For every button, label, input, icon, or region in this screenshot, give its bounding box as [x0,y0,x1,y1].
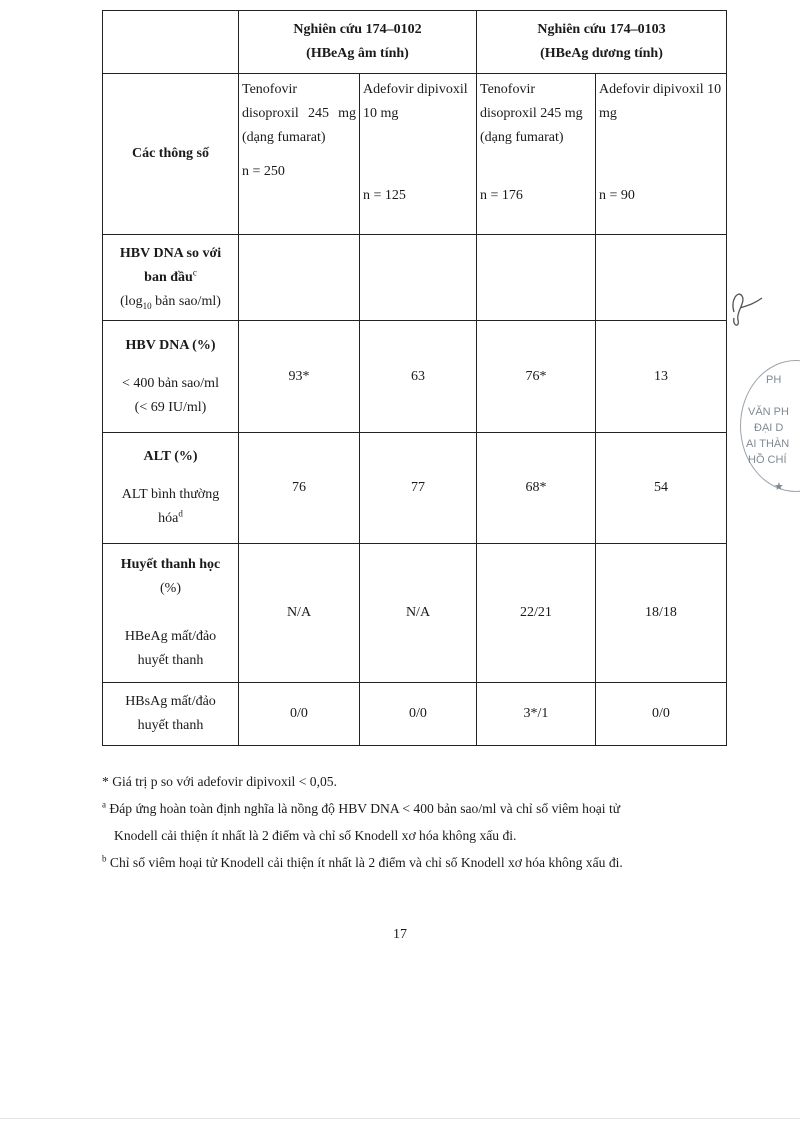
label-line: huyết thanh [137,718,204,733]
value-cell: 76* [477,321,596,433]
footnote-mark: d [178,508,183,519]
arm-n: n = 125 [363,188,406,203]
footnotes [102,768,728,876]
value-cell: 0/0 [239,683,360,746]
label-text: ban đầu [144,269,193,285]
label-line: ALT bình thường [121,487,220,502]
arm-adefovir-0102 [360,74,477,235]
param-header: Các thông số [103,74,239,235]
stamp-text: VĂN PH [748,406,789,418]
study-subtitle: (HBeAg âm tính) [306,46,409,61]
stamp-text: AI THÀN [746,438,790,450]
label-line: HBV DNA so với [119,245,222,261]
footnote-mark: * [102,774,109,789]
stamp-text: ĐẠI D [754,422,784,434]
study-0102-header [239,11,477,74]
footnote-mark: c [192,266,197,277]
results-table [102,10,727,746]
row-label-serology [103,544,239,683]
arm-adefovir-0103 [596,74,727,235]
value-cell: 3*/1 [477,683,596,746]
row-label-alt [103,433,239,544]
footnote-mark: b [102,853,107,864]
study-name: Nghiên cứu 174–0102 [293,22,422,37]
label-text: (log [120,293,143,309]
arm-tenofovir-0102 [239,74,360,235]
arm-drug: Tenofovir disoproxil 245 mg (dạng fumarat) [242,82,356,145]
value-cell: N/A [239,544,360,683]
value-cell [477,235,596,321]
value-cell: 93* [239,321,360,433]
value-cell: N/A [360,544,477,683]
footnote-mark: a [102,799,106,810]
arm-drug: Adefovir dipivoxil 10 mg [599,82,722,121]
row-label-hbsag [103,683,239,746]
arm-n: n = 90 [599,188,635,203]
value-cell: 77 [360,433,477,544]
footnote [102,795,728,822]
label-line: ALT (%) [143,449,198,464]
label-line: HBV DNA (%) [125,337,216,353]
page-edge [0,1118,800,1119]
value-cell: 0/0 [596,683,727,746]
label-line: (%) [160,581,181,596]
subscript: 10 [142,300,152,311]
arm-n: n = 176 [480,188,523,203]
official-stamp [740,360,800,510]
arm-drug: Tenofovir disoproxil 245 mg (dạng fumarat) [480,82,583,145]
label-text: bản sao/ml) [151,293,221,309]
value-cell [239,235,360,321]
value-cell: 54 [596,433,727,544]
label-line: HBsAg mất/đảo [125,694,216,709]
study-name: Nghiên cứu 174–0103 [537,22,666,37]
label-text: hóa [158,511,179,526]
row-label-hbv-pct [103,321,239,433]
label-line: (< 69 IU/ml) [134,399,207,415]
value-cell: 13 [596,321,727,433]
value-cell: 18/18 [596,544,727,683]
stamp-text: PH [766,374,782,386]
label-line: Huyết thanh học [120,557,221,572]
footnote [102,849,728,876]
label-line: huyết thanh [137,653,204,668]
study-0103-header [477,11,727,74]
value-cell: 63 [360,321,477,433]
label-line [109,290,232,314]
page-number: 17 [393,927,407,942]
label-line [109,507,232,531]
footnote-continuation: Knodell cải thiện ít nhất là 2 điểm và chỉ số Knodell xơ hóa không xấu đi. [114,828,517,843]
row-label-hbv-change [103,235,239,321]
footnote-text: Đáp ứng hoàn toàn định nghĩa là nồng độ HBV DNA < 400 bản sao/ml và chỉ số viêm hoại tử [106,801,621,816]
value-cell [360,235,477,321]
corner-cell [103,11,239,74]
arm-tenofovir-0103 [477,74,596,235]
label-line: HBeAg mất/đảo [124,629,217,644]
stamp-text: HỒ CHÍ [748,454,787,466]
value-cell: 0/0 [360,683,477,746]
study-subtitle: (HBeAg dương tính) [540,46,663,61]
footnote-text: Giá trị p so với adefovir dipivoxil < 0,05. [108,774,337,789]
arm-drug: Adefovir dipivoxil 10 mg [363,82,468,121]
value-cell: 22/21 [477,544,596,683]
footnote-text: Chỉ số viêm hoại tử Knodell cải thiện ít nhất là 2 điểm và chỉ số Knodell xơ hóa không xấu đi. [106,855,623,870]
value-cell: 68* [477,433,596,544]
footnote [102,768,728,795]
value-cell: 76 [239,433,360,544]
label-line: < 400 bản sao/ml [122,375,219,391]
value-cell [596,235,727,321]
signature-icon [728,282,768,332]
label-line [109,266,232,290]
arm-n: n = 250 [242,164,285,179]
star-icon: ★ [774,481,784,493]
